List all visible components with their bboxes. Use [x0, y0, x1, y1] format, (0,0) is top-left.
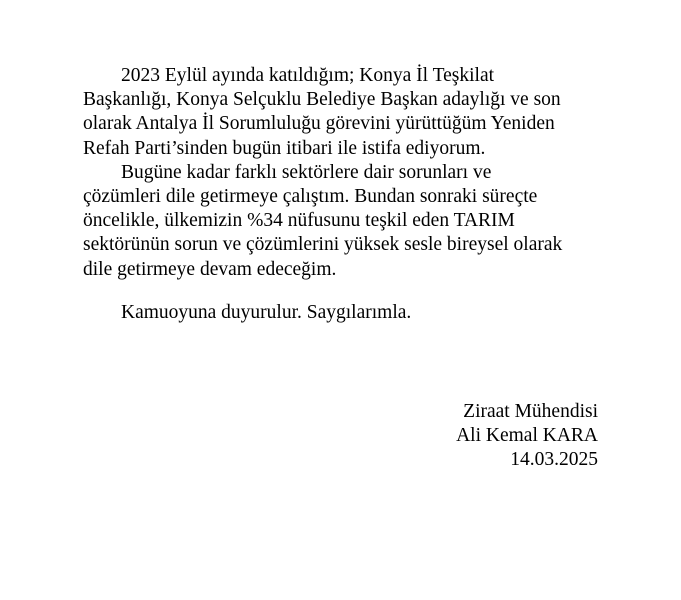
- paragraph-line: öncelikle, ülkemizin %34 nüfusunu teşkil eden TARIM: [83, 210, 515, 232]
- signature-block: [456, 400, 598, 473]
- paragraph-line: Başkanlığı, Konya Selçuklu Belediye Başkan adaylığı ve son: [83, 89, 561, 111]
- signature-date: 14.03.2025: [510, 449, 598, 471]
- signature-title: Ziraat Mühendisi: [463, 401, 598, 422]
- paragraph-line: çözümleri dile getirmeye çalıştım. Bundan sonraki süreçte: [83, 186, 538, 208]
- paragraph-line: Refah Parti’sinden bugün itibari ile istifa ediyorum.: [83, 137, 486, 159]
- paragraph-line: 2023 Eylül ayında katıldığım; Konya İl Teşkilat: [121, 65, 495, 86]
- paragraph-line: sektörünün sorun ve çözümlerini yüksek sesle bireysel olarak: [83, 234, 563, 256]
- closing-line: Kamuoyuna duyurulur. Saygılarımla.: [121, 302, 412, 323]
- paragraph-line: Bugüne kadar farklı sektörlere dair sorunları ve: [121, 161, 492, 183]
- signature-name: Ali Kemal KARA: [456, 425, 598, 447]
- letter-body: [83, 64, 613, 282]
- paragraph-resignation: [83, 64, 613, 161]
- paragraph-line: olarak Antalya İl Sorumluluğu görevini yürüttüğüm Yeniden: [83, 113, 555, 135]
- paragraph-line: dile getirmeye devam edeceğim.: [83, 258, 337, 280]
- paragraph-agriculture: [83, 161, 613, 282]
